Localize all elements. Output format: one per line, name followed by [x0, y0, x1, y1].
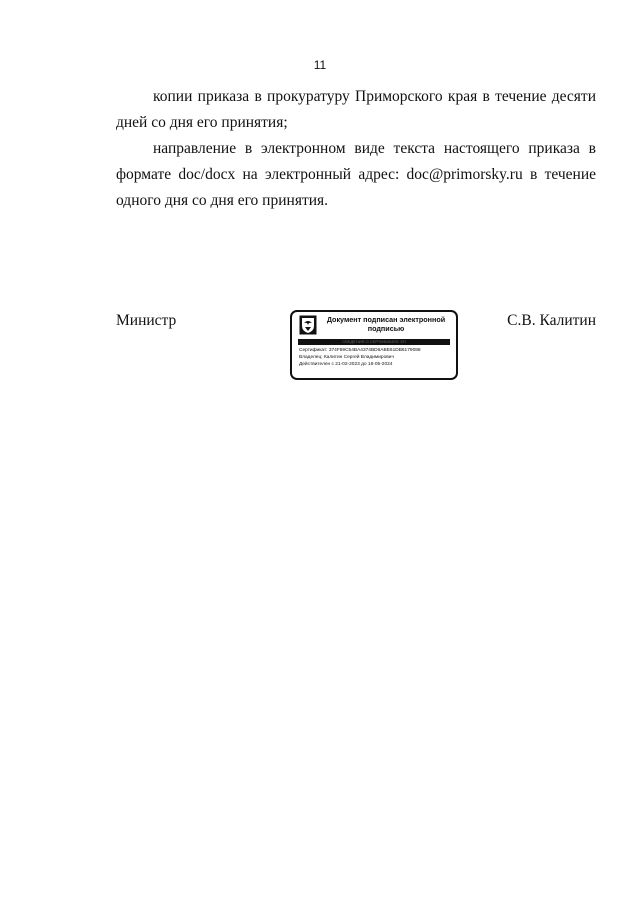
stamp-owner: Владелец: Калитин Сергей Владимирович: [299, 355, 394, 360]
body-paragraph-1: копии приказа в прокуратуру Приморского края в течение десяти дней со дня его принятия;: [116, 88, 596, 131]
stamp-certificate: Сертификат: 374F59C54BA4374BD6ABE61DB6179088: [299, 348, 421, 353]
stamp-banner: СВЕДЕНИЯ О СЕРТИФИКАТЕ ЭП: [298, 339, 450, 345]
stamp-validity: Действителен с 21-02-2023 до 16-05-2024: [299, 362, 393, 367]
signature-block: [116, 310, 596, 390]
stamp-title: Документ подписан электронной подписью: [326, 315, 446, 333]
electronic-signature-stamp: [290, 310, 458, 380]
coat-of-arms-icon: [299, 315, 317, 335]
body-paragraph-2: направление в электронном виде текста настоящего приказа в формате doc/docx на электронный адрес: doc@primorsky.ru в течение одного дня со дня его принятия.: [116, 140, 596, 209]
page-number: 11: [313, 58, 327, 72]
signer-name: С.В. Калитин: [507, 312, 596, 329]
signer-position: Министр: [116, 312, 177, 329]
